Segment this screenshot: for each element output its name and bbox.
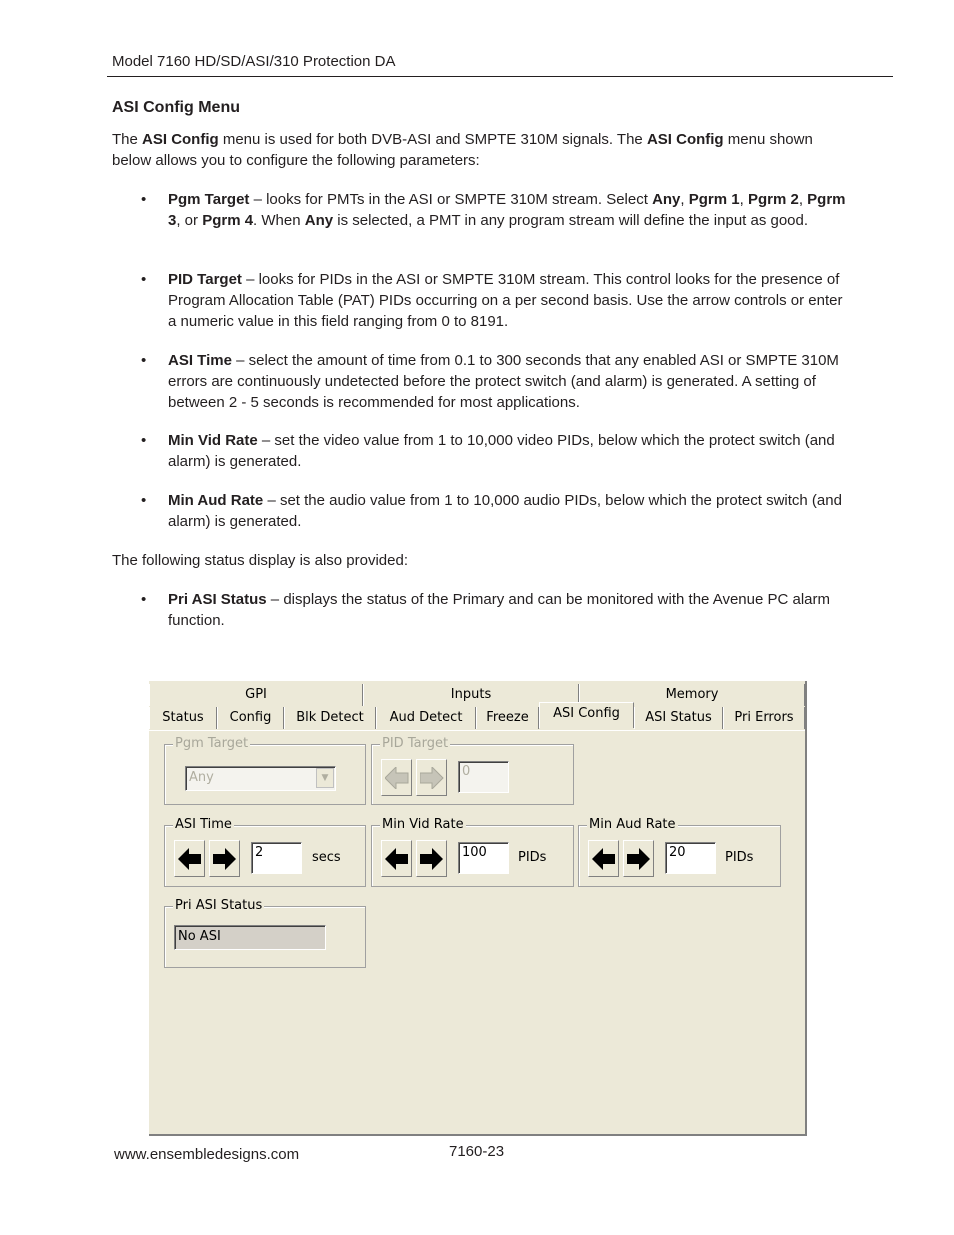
intro-text-3: menu shown below allows you to configure the following parameters:	[112, 131, 813, 169]
tab-config[interactable]: Config	[217, 707, 284, 729]
bullet-marker: •	[141, 432, 147, 449]
sep: ,	[680, 191, 689, 208]
tab-pri-errors[interactable]: Pri Errors	[723, 707, 805, 729]
right-arrow-icon	[420, 848, 444, 870]
left-arrow-icon	[178, 848, 202, 870]
min-vid-rate-group	[371, 817, 574, 887]
footer-website: www.ensembledesigns.com	[114, 1146, 300, 1163]
pri-asi-status-group	[164, 898, 366, 968]
bullet-text: – looks for PMTs in the ASI or SMPTE 310M stream. Select	[249, 191, 653, 208]
pgm-target-value: Any	[189, 770, 214, 785]
asi-time-group	[164, 817, 366, 887]
term-pri-asi-status: Pri ASI Status	[168, 591, 267, 608]
term-pid-target: PID Target	[168, 271, 242, 288]
min-aud-rate-label: Min Aud Rate	[589, 817, 676, 832]
header-rule	[107, 76, 893, 77]
bold-pgrm2: Pgrm 2	[747, 191, 799, 208]
min-vid-rate-input[interactable]: 100	[458, 842, 509, 874]
asi-time-input[interactable]: 2	[251, 842, 302, 874]
tab-gpi[interactable]: GPI	[149, 684, 363, 706]
pgm-target-combo[interactable]	[185, 766, 336, 791]
tab-panel-border	[149, 730, 805, 731]
intro-text-2: menu is used for both DVB-ASI and SMPTE 310M signals. The	[218, 131, 647, 148]
pid-target-label: PID Target	[382, 736, 449, 751]
min-aud-rate-decrement-button[interactable]	[588, 840, 619, 877]
pid-target-increment-button[interactable]	[416, 759, 447, 796]
bullet-text: – looks for PIDs in the ASI or SMPTE 310M stream. This control looks for the presence of Program Allocation Table (PAT) PIDs occurring on a per second basis. Use the arrow controls or enter a numeric value in this field ranging from 0 to 8191.	[168, 271, 843, 330]
asi-time-increment-button[interactable]	[209, 840, 240, 877]
bullet-pid-target	[168, 269, 848, 332]
bullet-marker: •	[141, 352, 147, 369]
bullet-marker: •	[141, 591, 147, 608]
pid-target-decrement-button[interactable]	[381, 759, 412, 796]
min-vid-rate-decrement-button[interactable]	[381, 840, 412, 877]
bullet-min-vid-rate	[168, 430, 848, 472]
right-arrow-icon	[213, 848, 237, 870]
term-min-aud-rate: Min Aud Rate	[168, 492, 264, 509]
bold-any: Any	[652, 191, 681, 208]
left-arrow-icon	[385, 767, 409, 789]
intro-text-1: The	[112, 131, 143, 148]
tab-memory[interactable]: Memory	[579, 684, 805, 706]
pgm-target-group	[164, 736, 366, 805]
bullet-text: is selected, a PMT in any program stream will define the input as good.	[333, 212, 809, 229]
bullet-asi-time	[168, 350, 848, 413]
bullet-marker: •	[141, 271, 147, 288]
pid-target-group	[371, 736, 574, 805]
left-arrow-icon	[592, 848, 616, 870]
min-aud-rate-input[interactable]: 20	[665, 842, 716, 874]
tab-asi-config[interactable]: ASI Config	[539, 702, 634, 728]
sep: , or	[176, 212, 203, 229]
status-intro: The following status display is also provided:	[112, 552, 408, 569]
section-title: ASI Config Menu	[112, 99, 240, 116]
bullet-min-aud-rate	[168, 490, 848, 532]
min-aud-rate-unit: PIDs	[725, 850, 754, 865]
sep: ,	[798, 191, 808, 208]
min-aud-rate-increment-button[interactable]	[623, 840, 654, 877]
tab-blk-detect[interactable]: Blk Detect	[284, 707, 376, 729]
min-vid-rate-unit: PIDs	[518, 850, 547, 865]
bullet-text: – displays the status of the Primary and can be monitored with the Avenue PC alarm function.	[168, 591, 830, 629]
tab-status[interactable]: Status	[149, 707, 217, 729]
sep: ,	[739, 191, 748, 208]
asi-time-decrement-button[interactable]	[174, 840, 205, 877]
bullet-text: – set the video value from 1 to 10,000 video PIDs, below which the protect switch (and alarm) is generated.	[168, 432, 835, 470]
intro-bold-2: ASI Config	[646, 131, 724, 148]
tab-asi-status[interactable]: ASI Status	[634, 707, 723, 729]
bullet-text: – select the amount of time from 0.1 to 300 seconds that any enabled ASI or SMPTE 310M errors are continuously undetected before the protect switch (and alarm) is generated. A setting of between 2 - 5 seconds is recommended for most applications.	[168, 352, 839, 411]
min-vid-rate-label: Min Vid Rate	[382, 817, 464, 832]
tab-aud-detect[interactable]: Aud Detect	[376, 707, 476, 729]
pri-asi-status-display: No ASI	[174, 925, 326, 950]
asi-time-unit: secs	[312, 850, 341, 865]
bold-pgrm1: Pgrm 1	[688, 191, 740, 208]
bold-pgrm4: Pgrm 4	[202, 212, 254, 229]
pri-asi-status-label: Pri ASI Status	[175, 898, 263, 913]
term-asi-time: ASI Time	[168, 352, 232, 369]
left-arrow-icon	[385, 848, 409, 870]
bullet-marker: •	[141, 492, 147, 509]
asi-config-dialog	[149, 681, 807, 1136]
bullet-text: . When	[253, 212, 305, 229]
pgm-target-label: Pgm Target	[175, 736, 249, 751]
bullet-pri-asi-status	[168, 589, 848, 631]
tab-inputs[interactable]: Inputs	[363, 684, 579, 706]
min-aud-rate-group	[578, 817, 781, 887]
right-arrow-icon	[420, 767, 444, 789]
intro-paragraph	[112, 129, 852, 171]
bullet-marker: •	[141, 191, 147, 208]
bullet-pgm-target	[168, 189, 848, 231]
asi-time-label: ASI Time	[175, 817, 232, 832]
tab-freeze[interactable]: Freeze	[476, 707, 539, 729]
intro-bold-1: ASI Config	[142, 131, 219, 148]
right-arrow-icon	[627, 848, 651, 870]
footer-page-number: 7160-23	[449, 1143, 505, 1160]
bullet-text: – set the audio value from 1 to 10,000 audio PIDs, below which the protect switch (and alarm) is generated.	[168, 492, 842, 530]
bold-any: Any	[304, 212, 334, 229]
term-min-vid-rate: Min Vid Rate	[168, 432, 258, 449]
pid-target-input[interactable]: 0	[458, 761, 509, 793]
term-pgm-target: Pgm Target	[168, 191, 250, 208]
chevron-down-icon[interactable]: ▼	[316, 768, 334, 788]
min-vid-rate-increment-button[interactable]	[416, 840, 447, 877]
bold-pgrm3: Pgrm 3	[168, 191, 846, 229]
running-header: Model 7160 HD/SD/ASI/310 Protection DA	[112, 53, 396, 70]
